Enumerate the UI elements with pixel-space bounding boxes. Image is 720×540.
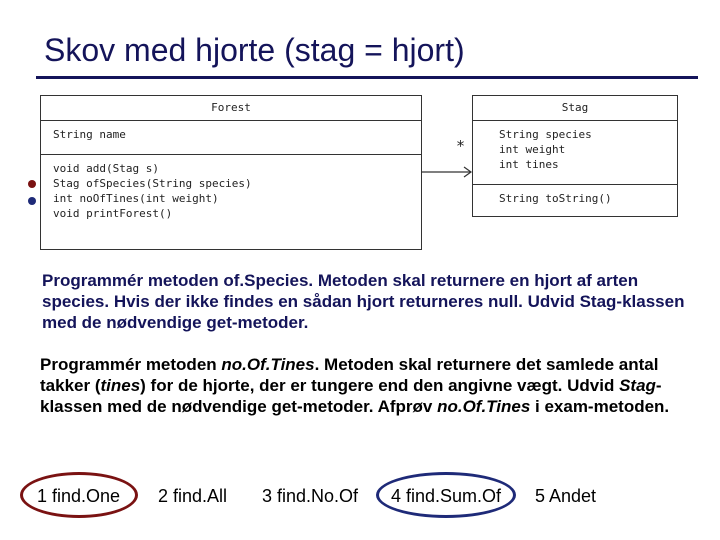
answer-option-5[interactable]: 5 Andet <box>535 486 597 506</box>
q2-method-name: no.Of.Tines <box>221 355 315 374</box>
association-multiplicity: * <box>456 137 466 155</box>
stag-method-tostring: String toString() <box>499 192 612 205</box>
q2-text-3: ) for de hjorte, der er tungere end den angivne vægt. Udvid <box>140 376 620 395</box>
question-two-text <box>40 354 690 417</box>
answer-option-1[interactable]: 1 find.One <box>37 486 121 506</box>
forest-attributes <box>41 121 421 155</box>
q2-text-4: -klassen med de nødvendige get-metoder. Afprøv <box>40 376 662 416</box>
question-one-text: Programmér metoden of.Species. Metoden skal returnere en hjort af arten species. Hvis der ikke findes en sådan hjort returneres null. Udvid Stag-klassen med de nødvendige get-metoder. <box>42 271 685 332</box>
forest-method-add: void add(Stag s) <box>53 162 159 175</box>
title-underline <box>36 76 698 79</box>
q2-stag-term: Stag <box>619 376 656 395</box>
forest-method-printforest: void printForest() <box>53 207 173 220</box>
answer-option-4[interactable]: 4 find.Sum.Of <box>391 486 502 506</box>
forest-class-box <box>40 95 422 250</box>
forest-methods <box>41 155 421 221</box>
answer-options <box>0 472 720 520</box>
stag-class-box <box>472 95 678 217</box>
forest-attribute: String name <box>53 128 126 141</box>
q2-tines-term: tines <box>100 376 141 395</box>
bullet-dot-red <box>28 180 36 188</box>
stag-attribute-weight: int weight <box>499 143 566 156</box>
stag-attribute-species: String species <box>499 128 592 141</box>
answer-option-2[interactable]: 2 find.All <box>158 486 228 506</box>
forest-method-nooftines: int noOfTines(int weight) <box>53 192 219 205</box>
q2-text-5: i exam-metoden. <box>530 397 670 416</box>
q2-text-2: . Metoden skal returnere det samlede antal takker ( <box>40 355 659 395</box>
stag-attribute-tines: int tines <box>499 158 559 171</box>
answer-option-3[interactable]: 3 find.No.Of <box>262 486 359 506</box>
q2-text-1: Programmér metoden <box>40 355 222 374</box>
forest-method-ofspecies: Stag ofSpecies(String species) <box>53 177 252 190</box>
stag-methods <box>473 185 677 206</box>
stag-class-name: Stag <box>473 96 677 121</box>
q2-method-name-2: no.Of.Tines <box>437 397 531 416</box>
stag-attributes <box>473 121 677 185</box>
bullet-dot-blue <box>28 197 36 205</box>
forest-class-name: Forest <box>41 96 421 121</box>
slide-title: Skov med hjorte (stag = hjort) <box>44 32 465 68</box>
